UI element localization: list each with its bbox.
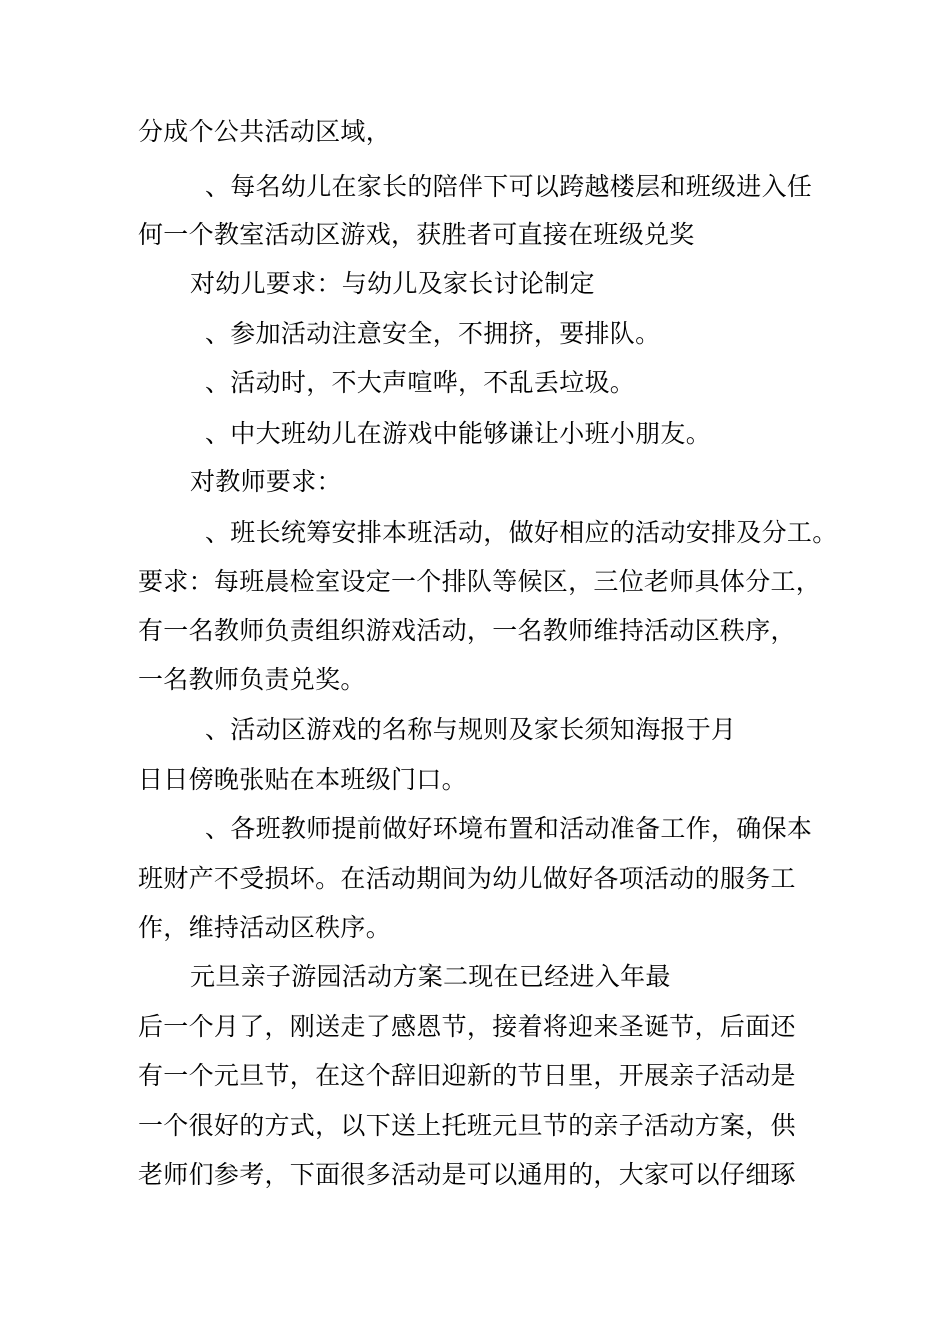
text-line: 一名教师负责兑奖。 — [138, 665, 366, 694]
text-line: 、各班教师提前做好环境布置和活动准备工作，确保本 — [205, 814, 813, 843]
text-line: 一个很好的方式，以下送上托班元旦节的亲子活动方案，供 — [138, 1111, 796, 1140]
text-line: 要求：每班晨检室设定一个排队等候区，三位老师具体分工， — [138, 567, 822, 596]
text-line: 班财产不受损坏。在活动期间为幼儿做好各项活动的服务工 — [138, 864, 796, 893]
text-line: 、参加活动注意安全，不拥挤，要排队。 — [205, 319, 661, 348]
text-line: 对教师要求： — [190, 467, 342, 496]
text-line: 有一个元旦节，在这个辞旧迎新的节日里，开展亲子活动是 — [138, 1061, 796, 1090]
text-line: 分成个公共活动区域， — [138, 117, 392, 146]
text-line: 、每名幼儿在家长的陪伴下可以跨越楼层和班级进入任 — [205, 172, 813, 201]
text-line: 、班长统筹安排本班活动，做好相应的活动安排及分工。 — [205, 518, 838, 547]
text-line: 、中大班幼儿在游戏中能够谦让小班小朋友。 — [205, 419, 712, 448]
text-line: 、活动区游戏的名称与规则及家长须知海报于月 — [205, 715, 737, 744]
text-line: 有一名教师负责组织游戏活动，一名教师维持活动区秩序， — [138, 616, 796, 645]
text-line: 、活动时，不大声喧哗，不乱丢垃圾。 — [205, 368, 636, 397]
text-line: 何一个教室活动区游戏，获胜者可直接在班级兑奖 — [138, 220, 695, 249]
text-line: 日日傍晚张贴在本班级门口。 — [138, 765, 467, 794]
text-line: 元旦亲子游园活动方案二现在已经进入年最 — [190, 962, 671, 991]
text-line: 后一个月了，刚送走了感恩节，接着将迎来圣诞节，后面还 — [138, 1012, 796, 1041]
text-line: 对幼儿要求：与幼儿及家长讨论制定 — [190, 269, 595, 298]
text-line: 作，维持活动区秩序。 — [138, 913, 392, 942]
text-line: 老师们参考，下面很多活动是可以通用的，大家可以仔细琢 — [138, 1160, 796, 1189]
